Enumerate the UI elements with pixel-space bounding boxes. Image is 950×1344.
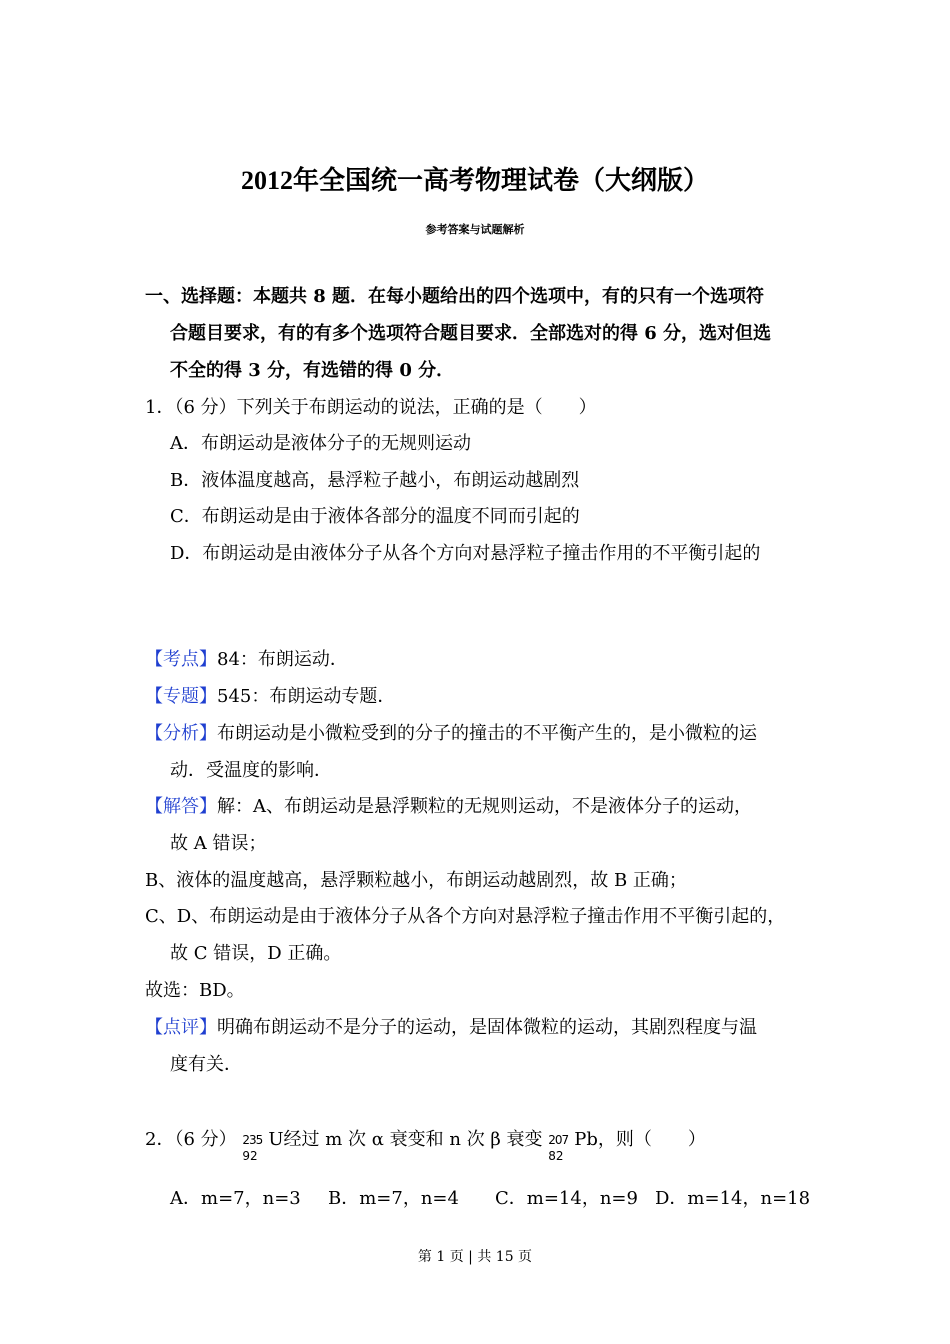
zhuanti	[145, 685, 395, 709]
q2-suffix: ，则（ ）	[597, 1129, 706, 1150]
jieda-text: 故 C 错误，D 正确。	[170, 943, 342, 964]
fenxi-text: 布朗运动是小微粒受到的分子的撞击的不平衡产生的，是小微粒的运	[217, 723, 757, 744]
fenxi-text: 动．受温度的影响．	[170, 760, 332, 781]
jieda-text: C、D、布朗运动是由于液体分子从各个方向对悬浮粒子撞击作用不平衡引起的，	[145, 906, 786, 927]
option-d: D．布朗运动是由液体分子从各个方向对悬浮粒子撞击作用的不平衡引起的	[170, 543, 761, 564]
fenxi	[145, 722, 757, 746]
zhuanti-text: 545：布朗运动专题．	[217, 686, 396, 707]
kaodian	[145, 648, 348, 672]
dianping-tag: 【点评】	[145, 1017, 217, 1038]
question-stem: 1．（6 分）下列关于布朗运动的说法，正确的是（ ）	[145, 397, 597, 418]
zhuanti-tag: 【专题】	[145, 686, 217, 707]
pb-symbol: Pb	[574, 1129, 598, 1150]
jieda-text: 解：A、布朗运动是悬浮颗粒的无规则运动，不是液体分子的运动，	[217, 796, 752, 817]
jieda-tag: 【解答】	[145, 796, 217, 817]
q2-prefix: 2．（6 分）	[145, 1129, 237, 1150]
page-subtitle: 参考答案与试题解析	[425, 223, 525, 236]
jieda-text: B、液体的温度越高，悬浮颗粒越小，布朗运动越剧烈，故 B 正确；	[145, 870, 687, 891]
section-header: 合题目要求，有的有多个选项符合题目要求．全部选对的得 6 分，选对但选	[170, 323, 772, 344]
option-a: A．布朗运动是液体分子的无规则运动	[170, 433, 471, 454]
section-header: 一、选择题：本题共 8 题．在每小题给出的四个选项中，有的只有一个选项符	[145, 286, 765, 307]
q2-option-a: A．m=7，n=3	[170, 1188, 301, 1209]
page-title: 2012年全国统一高考物理试卷（大纲版）	[240, 166, 709, 195]
isotope-pb: 207 82	[548, 1133, 569, 1163]
dianping	[145, 1016, 757, 1040]
u-symbol: U	[268, 1129, 284, 1150]
answer: 故选：BD。	[145, 980, 245, 1001]
q2-option-b: B．m=7，n=4	[328, 1188, 459, 1209]
option-b: B．液体温度越高，悬浮粒子越小，布朗运动越剧烈	[170, 470, 580, 491]
q2-mid: 经过 m 次 α 衰变和 n 次 β 衰变	[283, 1129, 543, 1150]
jieda-text: 故 A 错误；	[170, 833, 267, 854]
fenxi-tag: 【分析】	[145, 723, 217, 744]
question-2-stem	[145, 1128, 706, 1163]
dianping-text: 度有关．	[170, 1054, 242, 1075]
kaodian-text: 84：布朗运动．	[217, 649, 348, 670]
kaodian-tag: 【考点】	[145, 649, 217, 670]
jieda	[145, 795, 752, 819]
option-c: C．布朗运动是由于液体各部分的温度不同而引起的	[170, 506, 580, 527]
page-footer: 第 1 页 | 共 15 页	[417, 1249, 533, 1265]
q2-option-c: C．m=14，n=9	[495, 1188, 638, 1209]
isotope-u: 235 92	[242, 1133, 263, 1163]
q2-option-d: D．m=14，n=18	[655, 1188, 811, 1209]
dianping-text: 明确布朗运动不是分子的运动，是固体微粒的运动，其剧烈程度与温	[217, 1017, 757, 1038]
section-header: 不全的得 3 分，有选错的得 0 分．	[170, 360, 455, 381]
